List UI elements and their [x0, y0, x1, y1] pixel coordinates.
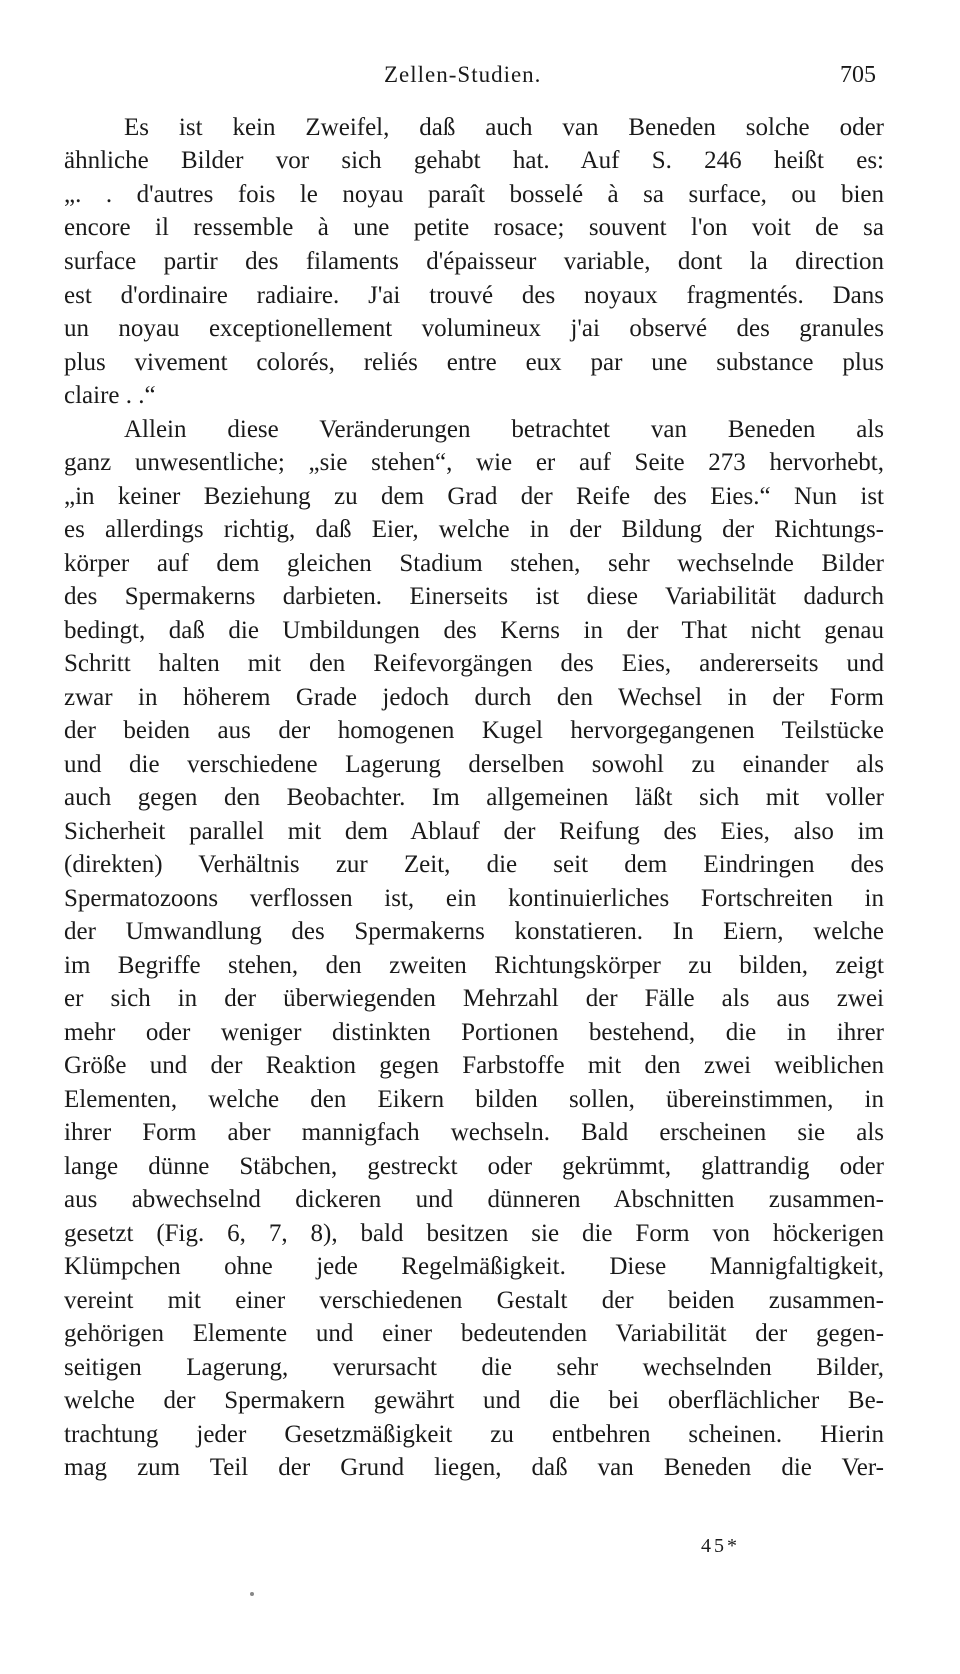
text-line: ähnliche Bilder vor sich gehabt hat. Auf S. 246 heißt es:: [64, 147, 884, 174]
text-line: körper auf dem gleichen Stadium stehen, sehr wechselnde Bilder: [64, 550, 884, 577]
text-line: vereint mit einer verschiedenen Gestalt der beiden zusammen-: [64, 1287, 884, 1314]
text-line: bedingt, daß die Umbildungen des Kerns in der That nicht genau: [64, 617, 884, 644]
text-line: des Spermakerns darbieten. Einerseits ist diese Variabilität dadurch: [64, 583, 884, 610]
text-line: ihrer Form aber mannigfach wechseln. Bald erscheinen sie als: [64, 1119, 884, 1146]
text-line: auch gegen den Beobachter. Im allgemeinen läßt sich mit voller: [64, 784, 884, 811]
text-line: zwar in höherem Grade jedoch durch den Wechsel in der Form: [64, 684, 884, 711]
text-line: lange dünne Stäbchen, gestreckt oder gekrümmt, glattrandig oder: [64, 1153, 884, 1180]
text-line: trachtung jeder Gesetzmäßigkeit zu entbehren scheinen. Hierin: [64, 1421, 884, 1448]
text-line: Größe und der Reaktion gegen Farbstoffe mit den zwei weiblichen: [64, 1052, 884, 1079]
text-line: Allein diese Veränderungen betrachtet van Beneden als: [124, 416, 884, 443]
text-line: und die verschiedene Lagerung derselben sowohl zu einander als: [64, 751, 884, 778]
running-title: Zellen-Studien.: [384, 62, 542, 87]
text-line: der beiden aus der homogenen Kugel hervorgegangenen Teilstücke: [64, 717, 884, 744]
signature-mark: 45*: [701, 1535, 740, 1557]
text-line: gehörigen Elemente und einer bedeutenden Variabilität der gegen-: [64, 1320, 884, 1347]
text-line: Spermatozoons verflossen ist, ein kontinuierliches Fortschreiten in: [64, 885, 884, 912]
text-line: er sich in der überwiegenden Mehrzahl der Fälle als aus zwei: [64, 985, 884, 1012]
text-line: im Begriffe stehen, den zweiten Richtungskörper zu bilden, zeigt: [64, 952, 884, 979]
text-line: aus abwechselnd dickeren und dünneren Abschnitten zusammen-: [64, 1186, 884, 1213]
text-line: „. . d'autres fois le noyau paraît bosselé à sa surface, ou bien: [64, 181, 884, 208]
text-line: ganz unwesentliche; „sie stehen“, wie er auf Seite 273 hervorhebt,: [64, 449, 884, 476]
paper-speck: [250, 1592, 254, 1596]
text-line: (direkten) Verhältnis zur Zeit, die seit dem Eindringen des: [64, 851, 884, 878]
text-line: Elementen, welche den Eikern bilden sollen, übereinstimmen, in: [64, 1086, 884, 1113]
text-line: claire . .“: [64, 382, 156, 409]
text-line: Es ist kein Zweifel, daß auch van Beneden solche oder: [124, 114, 884, 141]
text-line: mehr oder weniger distinkten Portionen bestehend, die in ihrer: [64, 1019, 884, 1046]
text-line: „in keiner Beziehung zu dem Grad der Reife des Eies.“ Nun ist: [64, 483, 884, 510]
text-line: plus vivement colorés, reliés entre eux par une substance plus: [64, 349, 884, 376]
text-line: mag zum Teil der Grund liegen, daß van Beneden die Ver-: [64, 1454, 884, 1481]
text-line: est d'ordinaire radiaire. J'ai trouvé des noyaux fragmentés. Dans: [64, 282, 884, 309]
page-header: [0, 62, 960, 96]
text-line: surface partir des filaments d'épaisseur variable, dont la direction: [64, 248, 884, 275]
text-line: der Umwandlung des Spermakerns konstatieren. In Eiern, welche: [64, 918, 884, 945]
text-line: Klümpchen ohne jede Regelmäßigkeit. Diese Mannigfaltigkeit,: [64, 1253, 884, 1280]
page-number: 705: [840, 62, 876, 88]
text-line: es allerdings richtig, daß Eier, welche in der Bildung der Richtungs-: [64, 516, 884, 543]
text-line: gesetzt (Fig. 6, 7, 8), bald besitzen sie die Form von höckerigen: [64, 1220, 884, 1247]
text-line: un noyau exceptionellement volumineux j'ai observé des granules: [64, 315, 884, 342]
text-line: seitigen Lagerung, verursacht die sehr wechselnden Bilder,: [64, 1354, 884, 1381]
text-line: Sicherheit parallel mit dem Ablauf der Reifung des Eies, also im: [64, 818, 884, 845]
text-line: Schritt halten mit den Reifevorgängen des Eies, andererseits und: [64, 650, 884, 677]
text-line: welche der Spermakern gewährt und die bei oberflächlicher Be-: [64, 1387, 884, 1414]
text-line: encore il ressemble à une petite rosace; souvent l'on voit de sa: [64, 214, 884, 241]
